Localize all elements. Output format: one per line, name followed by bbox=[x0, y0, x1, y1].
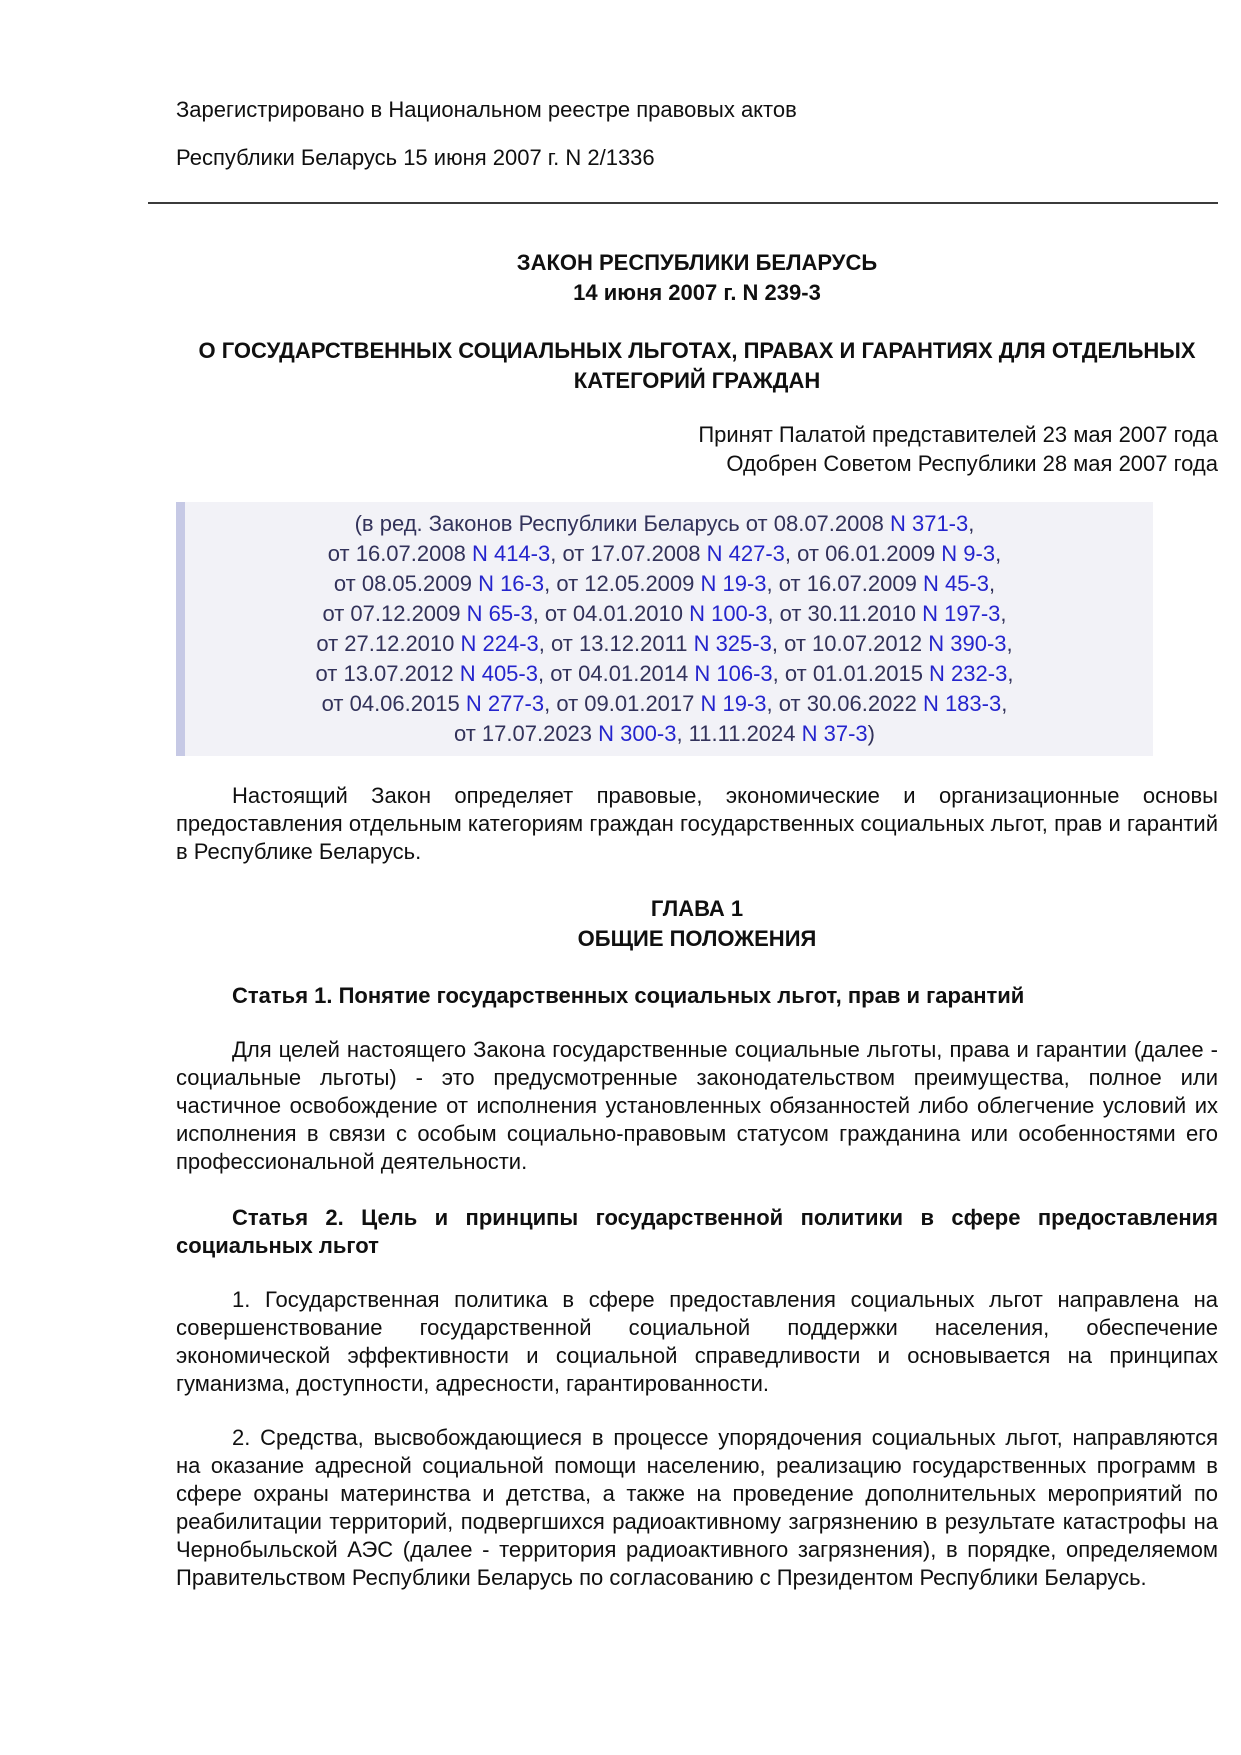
amendment-line bbox=[186, 509, 1143, 539]
amendment-law-link[interactable]: N 16-3 bbox=[478, 571, 545, 596]
amendment-law-link[interactable]: N 414-3 bbox=[471, 541, 551, 566]
amendments-box bbox=[176, 502, 1153, 756]
amendment-line bbox=[186, 599, 1143, 629]
amendment-text-segment: , bbox=[1006, 631, 1013, 656]
chapter-title: ОБЩИЕ ПОЛОЖЕНИЯ bbox=[577, 926, 817, 951]
amendment-law-link[interactable]: N 45-3 bbox=[922, 571, 989, 596]
amendment-text-segment: ) bbox=[867, 721, 875, 746]
article-2-heading: Статья 2. Цель и принципы государственной политики в сфере предоставления социальных льгот bbox=[176, 1205, 1218, 1258]
amendment-law-link[interactable]: N 183-3 bbox=[922, 691, 1002, 716]
amendment-law-link[interactable]: N 37-3 bbox=[801, 721, 868, 746]
amendment-law-link[interactable]: N 300-3 bbox=[598, 721, 677, 746]
amendment-text-segment: от 16.07.2008 bbox=[327, 541, 472, 566]
amendment-text-segment: от 04.06.2015 bbox=[321, 691, 466, 716]
amendment-text-segment: , от 13.12.2011 bbox=[538, 631, 694, 656]
amendment-text-segment: от 13.07.2012 bbox=[315, 661, 460, 686]
adopted-by-line: Принят Палатой представителей 23 мая 2007 года bbox=[698, 422, 1218, 447]
amendment-line bbox=[186, 719, 1143, 749]
amendment-law-link[interactable]: N 224-3 bbox=[460, 631, 539, 656]
chapter-number: ГЛАВА 1 bbox=[650, 896, 744, 921]
law-title: ЗАКОН РЕСПУБЛИКИ БЕЛАРУСЬ bbox=[516, 250, 878, 275]
law-header-block bbox=[176, 248, 1218, 308]
amendment-text-segment: , от 30.06.2022 bbox=[766, 691, 923, 716]
adoption-block bbox=[176, 420, 1218, 478]
amendment-text-segment: , bbox=[1000, 601, 1007, 626]
amendment-line bbox=[186, 539, 1143, 569]
amendment-law-link[interactable]: N 277-3 bbox=[465, 691, 545, 716]
amendment-line bbox=[186, 689, 1143, 719]
amendment-text-segment: , bbox=[995, 541, 1002, 566]
amendment-law-link[interactable]: N 19-3 bbox=[700, 571, 767, 596]
amendment-law-link[interactable]: N 371-3 bbox=[889, 511, 969, 536]
amendment-line bbox=[186, 659, 1143, 689]
amendment-text-segment: , от 06.01.2009 bbox=[784, 541, 942, 566]
amendment-text-segment: от 27.12.2010 bbox=[316, 631, 461, 656]
law-subject-title: О ГОСУДАРСТВЕННЫХ СОЦИАЛЬНЫХ ЛЬГОТАХ, ПРАВАХ И ГАРАНТИЯХ ДЛЯ ОТДЕЛЬНЫХ КАТЕГОРИЙ ГРАЖДАН bbox=[198, 338, 1196, 393]
amendment-text-segment: , bbox=[1007, 661, 1014, 686]
amendment-text-segment: , от 10.07.2012 bbox=[771, 631, 929, 656]
amendment-text-segment: , от 12.05.2009 bbox=[544, 571, 701, 596]
amendment-text-segment: , от 04.01.2014 bbox=[537, 661, 695, 686]
amendment-text-segment: , bbox=[968, 511, 975, 536]
article-2-point-2: 2. Средства, высвобождающиеся в процессе упорядочения социальных льгот, направляются на оказание адресной социальной помощи населению, реализацию государственных программ в сфере охраны материнства и детства, а также на проведение дополнительных мероприятий по реабилитации территорий, подвергшихся радиоактивному загрязнению в результате катастрофы на Чернобыльской АЭС (далее - территория радиоактивного загрязнения), в порядке, определяемом Правительством Республики Беларусь по согласованию с Президентом Республики Беларусь. bbox=[176, 1425, 1218, 1590]
amendment-text-segment: , bbox=[1001, 691, 1008, 716]
amendment-text-segment: (в ред. Законов Республики Беларусь от 08.07.2008 bbox=[354, 511, 890, 536]
amendment-text-segment: , от 16.07.2009 bbox=[766, 571, 923, 596]
amendment-line bbox=[186, 629, 1143, 659]
amendment-text-segment: , от 09.01.2017 bbox=[544, 691, 701, 716]
amendment-law-link[interactable]: N 325-3 bbox=[693, 631, 772, 656]
article-2-point-1: 1. Государственная политика в сфере предоставления социальных льгот направлена на совершенствование государственной социальной поддержки населения, обеспечение экономической эффективности и социальной справедливости и основывается на принципах гуманизма, доступности, адресности, гарантированности. bbox=[176, 1287, 1218, 1396]
amendment-text-segment: , bbox=[988, 571, 996, 596]
approved-by-line: Одобрен Советом Республики 28 мая 2007 года bbox=[726, 451, 1218, 476]
amendment-law-link[interactable]: N 65-3 bbox=[466, 601, 533, 626]
amendment-law-link[interactable]: N 390-3 bbox=[928, 631, 1007, 656]
amendment-text-segment: от 07.12.2009 bbox=[322, 601, 467, 626]
amendment-law-link[interactable]: N 106-3 bbox=[694, 661, 773, 686]
amendment-text-segment: , от 04.01.2010 bbox=[532, 601, 690, 626]
amendment-law-link[interactable]: N 100-3 bbox=[689, 601, 768, 626]
article-1-paragraph: Для целей настоящего Закона государственные социальные льготы, права и гарантии (далее - социальные льготы) - это предусмотренные законодательством преимущества, полное или частичное освобождение от исполнения установленных обязанностей либо облегчение условий их исполнения в связи с особым социально-правовым статусом гражданина или особенностями его профессиональной деятельности. bbox=[176, 1037, 1218, 1174]
amendment-law-link[interactable]: N 19-3 bbox=[700, 691, 767, 716]
amendment-line bbox=[186, 569, 1143, 599]
amendment-law-link[interactable]: N 232-3 bbox=[929, 661, 1008, 686]
amendment-text-segment: , 11.11.2024 bbox=[676, 721, 802, 746]
amendment-text-segment: , от 30.11.2010 bbox=[767, 601, 923, 626]
chapter-1-heading bbox=[176, 894, 1218, 954]
registration-line-2: Республики Беларусь 15 июня 2007 г. N 2/1336 bbox=[176, 145, 655, 170]
amendment-law-link[interactable]: N 427-3 bbox=[706, 541, 785, 566]
article-1-heading: Статья 1. Понятие государственных социальных льгот, прав и гарантий bbox=[232, 983, 1025, 1008]
amendment-text-segment: , от 01.01.2015 bbox=[772, 661, 930, 686]
amendment-text-segment: от 17.07.2023 bbox=[453, 721, 599, 746]
amendment-law-link[interactable]: N 9-3 bbox=[941, 541, 996, 566]
amendment-text-segment: , от 17.07.2008 bbox=[550, 541, 707, 566]
registration-line-1: Зарегистрировано в Национальном реестре правовых актов bbox=[176, 97, 797, 122]
header-divider bbox=[148, 202, 1218, 204]
amendment-text-segment: от 08.05.2009 bbox=[333, 571, 479, 596]
law-date-number: 14 июня 2007 г. N 239-3 bbox=[573, 280, 821, 305]
amendment-law-link[interactable]: N 197-3 bbox=[922, 601, 1001, 626]
amendment-law-link[interactable]: N 405-3 bbox=[459, 661, 538, 686]
intro-paragraph: Настоящий Закон определяет правовые, экономические и организационные основы предоставления отдельным категориям граждан государственных социальных льгот, прав и гарантий в Республике Беларусь. bbox=[176, 783, 1218, 864]
